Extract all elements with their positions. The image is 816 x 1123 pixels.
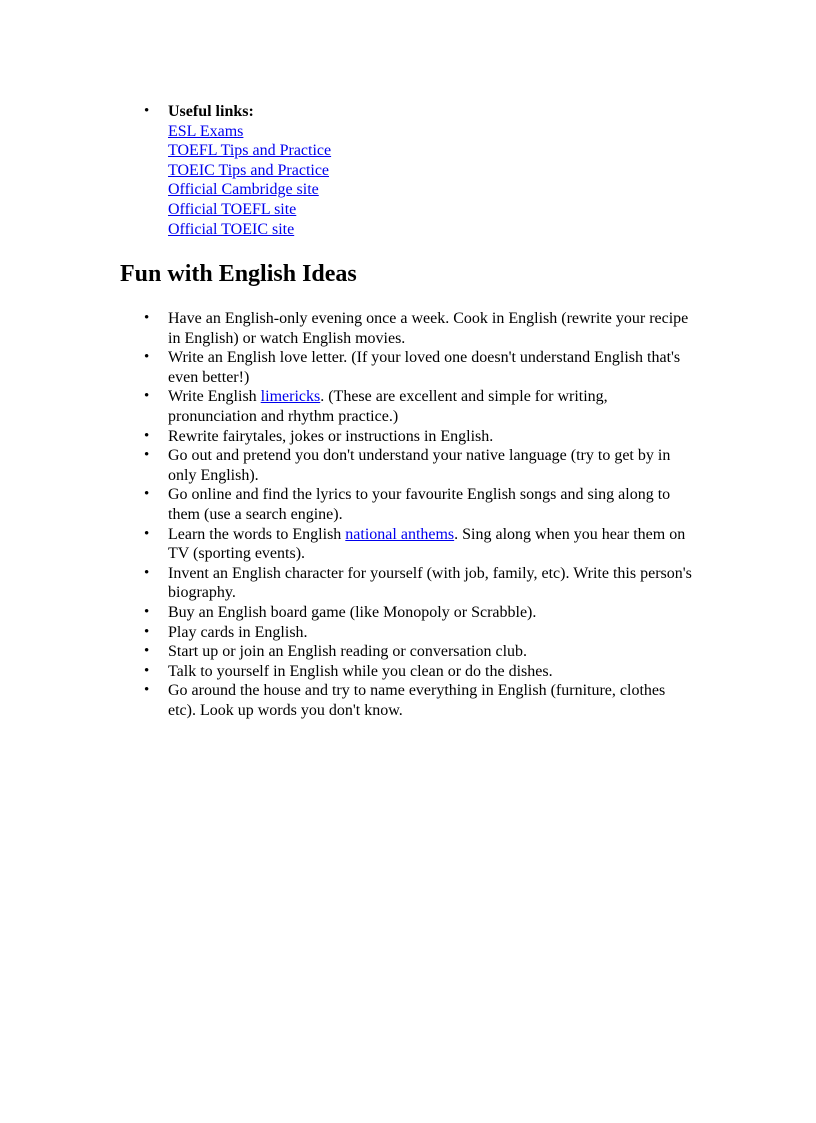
link-toefl-tips[interactable]: TOEFL Tips and Practice bbox=[168, 142, 332, 160]
idea-text: Learn the words to English bbox=[168, 525, 346, 543]
section-heading: Fun with English Ideas bbox=[120, 261, 357, 287]
link-official-toeic[interactable]: Official TOEIC site bbox=[168, 220, 295, 238]
idea-item: • Buy an English board game (like Monopoly or Scrabble). bbox=[144, 603, 696, 623]
limericks-link[interactable]: limericks bbox=[260, 388, 321, 406]
idea-text: Write English bbox=[168, 388, 261, 406]
idea-item: • Write an English love letter. (If your loved one doesn't understand English that's even better!) bbox=[144, 348, 696, 387]
idea-item: • Have an English-only evening once a week. Cook in English (rewrite your recipe in English) or watch English movies. bbox=[144, 309, 696, 348]
idea-item: • Talk to yourself in English while you clean or do the dishes. bbox=[144, 662, 696, 682]
idea-item bbox=[144, 525, 696, 564]
idea-item: • Rewrite fairytales, jokes or instructions in English. bbox=[144, 427, 696, 447]
link-official-toefl[interactable]: Official TOEFL site bbox=[168, 200, 297, 218]
idea-text: . (These are excellent and simple for writing, pronunciation and rhythm practice.) bbox=[168, 388, 608, 425]
idea-item: • Go out and pretend you don't understand your native language (try to get by in only English). bbox=[144, 446, 696, 485]
national-anthems-link[interactable]: national anthems bbox=[345, 525, 455, 543]
useful-links-title: • Useful links: bbox=[168, 103, 254, 120]
idea-item: • Invent an English character for yourself (with job, family, etc). Write this person's biography. bbox=[144, 564, 696, 603]
link-official-cambridge[interactable]: Official Cambridge site bbox=[168, 181, 319, 199]
link-esl-exams[interactable]: ESL Exams bbox=[168, 122, 244, 140]
link-toeic-tips[interactable]: TOEIC Tips and Practice bbox=[168, 161, 330, 179]
idea-item: • Play cards in English. bbox=[144, 623, 696, 643]
ideas-list bbox=[144, 309, 696, 720]
idea-item: • Start up or join an English reading or conversation club. bbox=[144, 642, 696, 662]
idea-text: . Sing along when you hear them on TV (sporting events). bbox=[168, 525, 686, 563]
useful-links-list bbox=[144, 102, 704, 239]
idea-item bbox=[144, 387, 696, 426]
useful-links-item bbox=[144, 102, 704, 239]
idea-item: • Go online and find the lyrics to your favourite English songs and sing along to them (use a search engine). bbox=[144, 485, 696, 524]
idea-item: • Go around the house and try to name everything in English (furniture, clothes etc). Look up words you don't know. bbox=[144, 681, 696, 720]
